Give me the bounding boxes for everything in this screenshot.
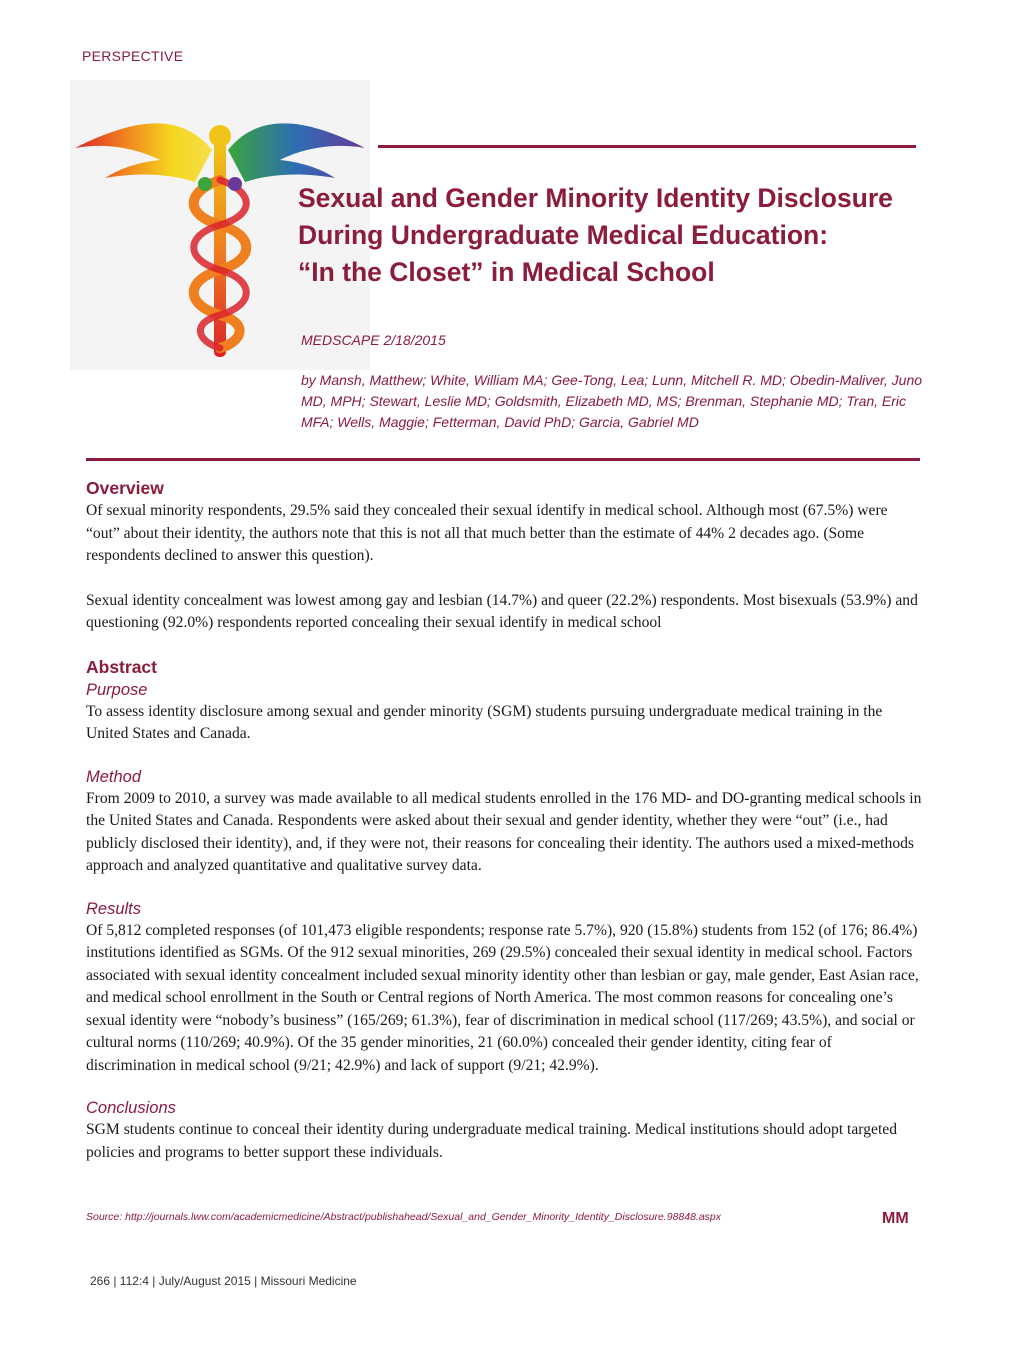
page-footer: 266 | 112:4 | July/August 2015 | Missouri Medicine: [90, 1274, 357, 1288]
method-text: From 2009 to 2010, a survey was made available to all medical students enrolled in the 176 MD- and DO-granting medical schools in the United States and Canada. Respondents were asked about their sexual and gender identity, whether they were “out” (i.e., had publicly disclosed their identity), and, if they were not, their reasons for concealing their identity. The authors used a mixed-methods approach and analyzed quantitative and qualitative survey data.: [86, 789, 922, 874]
author-list: by Mansh, Matthew; White, William MA; Gee-Tong, Lea; Lunn, Mitchell R. MD; Obedin-Maliver, Juno MD, MPH; Stewart, Leslie MD; Goldsmith, Elizabeth MD, MS; Brenman, Stephanie MD; Tran, Eric MFA; Wells, Maggie; Fetterman, David PhD; Garcia, Gabriel MD: [301, 372, 923, 430]
article-body: [86, 476, 922, 1164]
conclusions-heading: Conclusions: [86, 1099, 176, 1117]
article-title: [298, 180, 938, 291]
results-text: Of 5,812 completed responses (of 101,473 eligible respondents; response rate 5.7%), 920 (15.8%) students from 152 (of 176; 86.4%) institutions identified as SGMs. Of the 912 sexual minorities, 269 (29.5%) concealed their sexual identity in medical school. Factors associated with sexual identity concealment included sexual minority identity other than lesbian or gay, male gender, East Asian race, and medical school enrollment in the South or Central regions of North America. The most common reasons for concealing one’s sexual identity were “nobody’s business” (165/269; 61.3%), fear of discrimination in medical school (117/269; 43.5%), and social or cultural norms (110/269; 40.9%). Of the 35 gender minorities, 21 (60.0%) concealed their gender identity, citing fear of discrimination in medical school (9/21; 42.9%) and lack of support (9/21; 42.9%).: [86, 921, 919, 1074]
title-rule: [378, 145, 916, 148]
method-heading: Method: [86, 767, 142, 786]
overview-paragraph: Of sexual minority respondents, 29.5% said they concealed their sexual identify in medical school. Although most (67.5%) were “out” about their identity, the authors note that this is not all that much better than the estimate of 44% 2 decades ago. (Some respondents declined to answer this question).: [86, 502, 888, 564]
purpose-heading: Purpose: [86, 680, 148, 699]
source-date: MEDSCAPE 2/18/2015: [301, 332, 446, 348]
source-link[interactable]: Source: http://journals.lww.com/academicmedicine/Abstract/publishahead/Sexual_and_Gender_Minority_Identity_Disclosure.98848.aspx: [86, 1211, 722, 1223]
conclusions-text: SGM students continue to conceal their identity during undergraduate medical training. Medical institutions should adopt targeted policies and programs to better support these individuals.: [86, 1121, 897, 1161]
title-line: Sexual and Gender Minority Identity Disclosure: [298, 183, 893, 213]
results-heading: Results: [86, 899, 142, 918]
abstract-heading: Abstract: [86, 656, 157, 677]
purpose-text: To assess identity disclosure among sexual and gender minority (SGM) students pursuing undergraduate medical training in the United States and Canada.: [86, 702, 883, 742]
title-line: “In the Closet” in Medical School: [298, 257, 715, 287]
title-line: During Undergraduate Medical Education:: [298, 220, 829, 250]
section-label: PERSPECTIVE: [82, 48, 184, 64]
section-rule: [86, 458, 920, 461]
overview-heading: Overview: [86, 478, 164, 498]
end-mark: MM: [882, 1210, 909, 1227]
overview-paragraph: Sexual identity concealment was lowest among gay and lesbian (14.7%) and queer (22.2%) respondents. Most bisexuals (53.9%) and questioning (92.0%) respondents reported concealing their sexual identify in medical school: [86, 591, 918, 631]
